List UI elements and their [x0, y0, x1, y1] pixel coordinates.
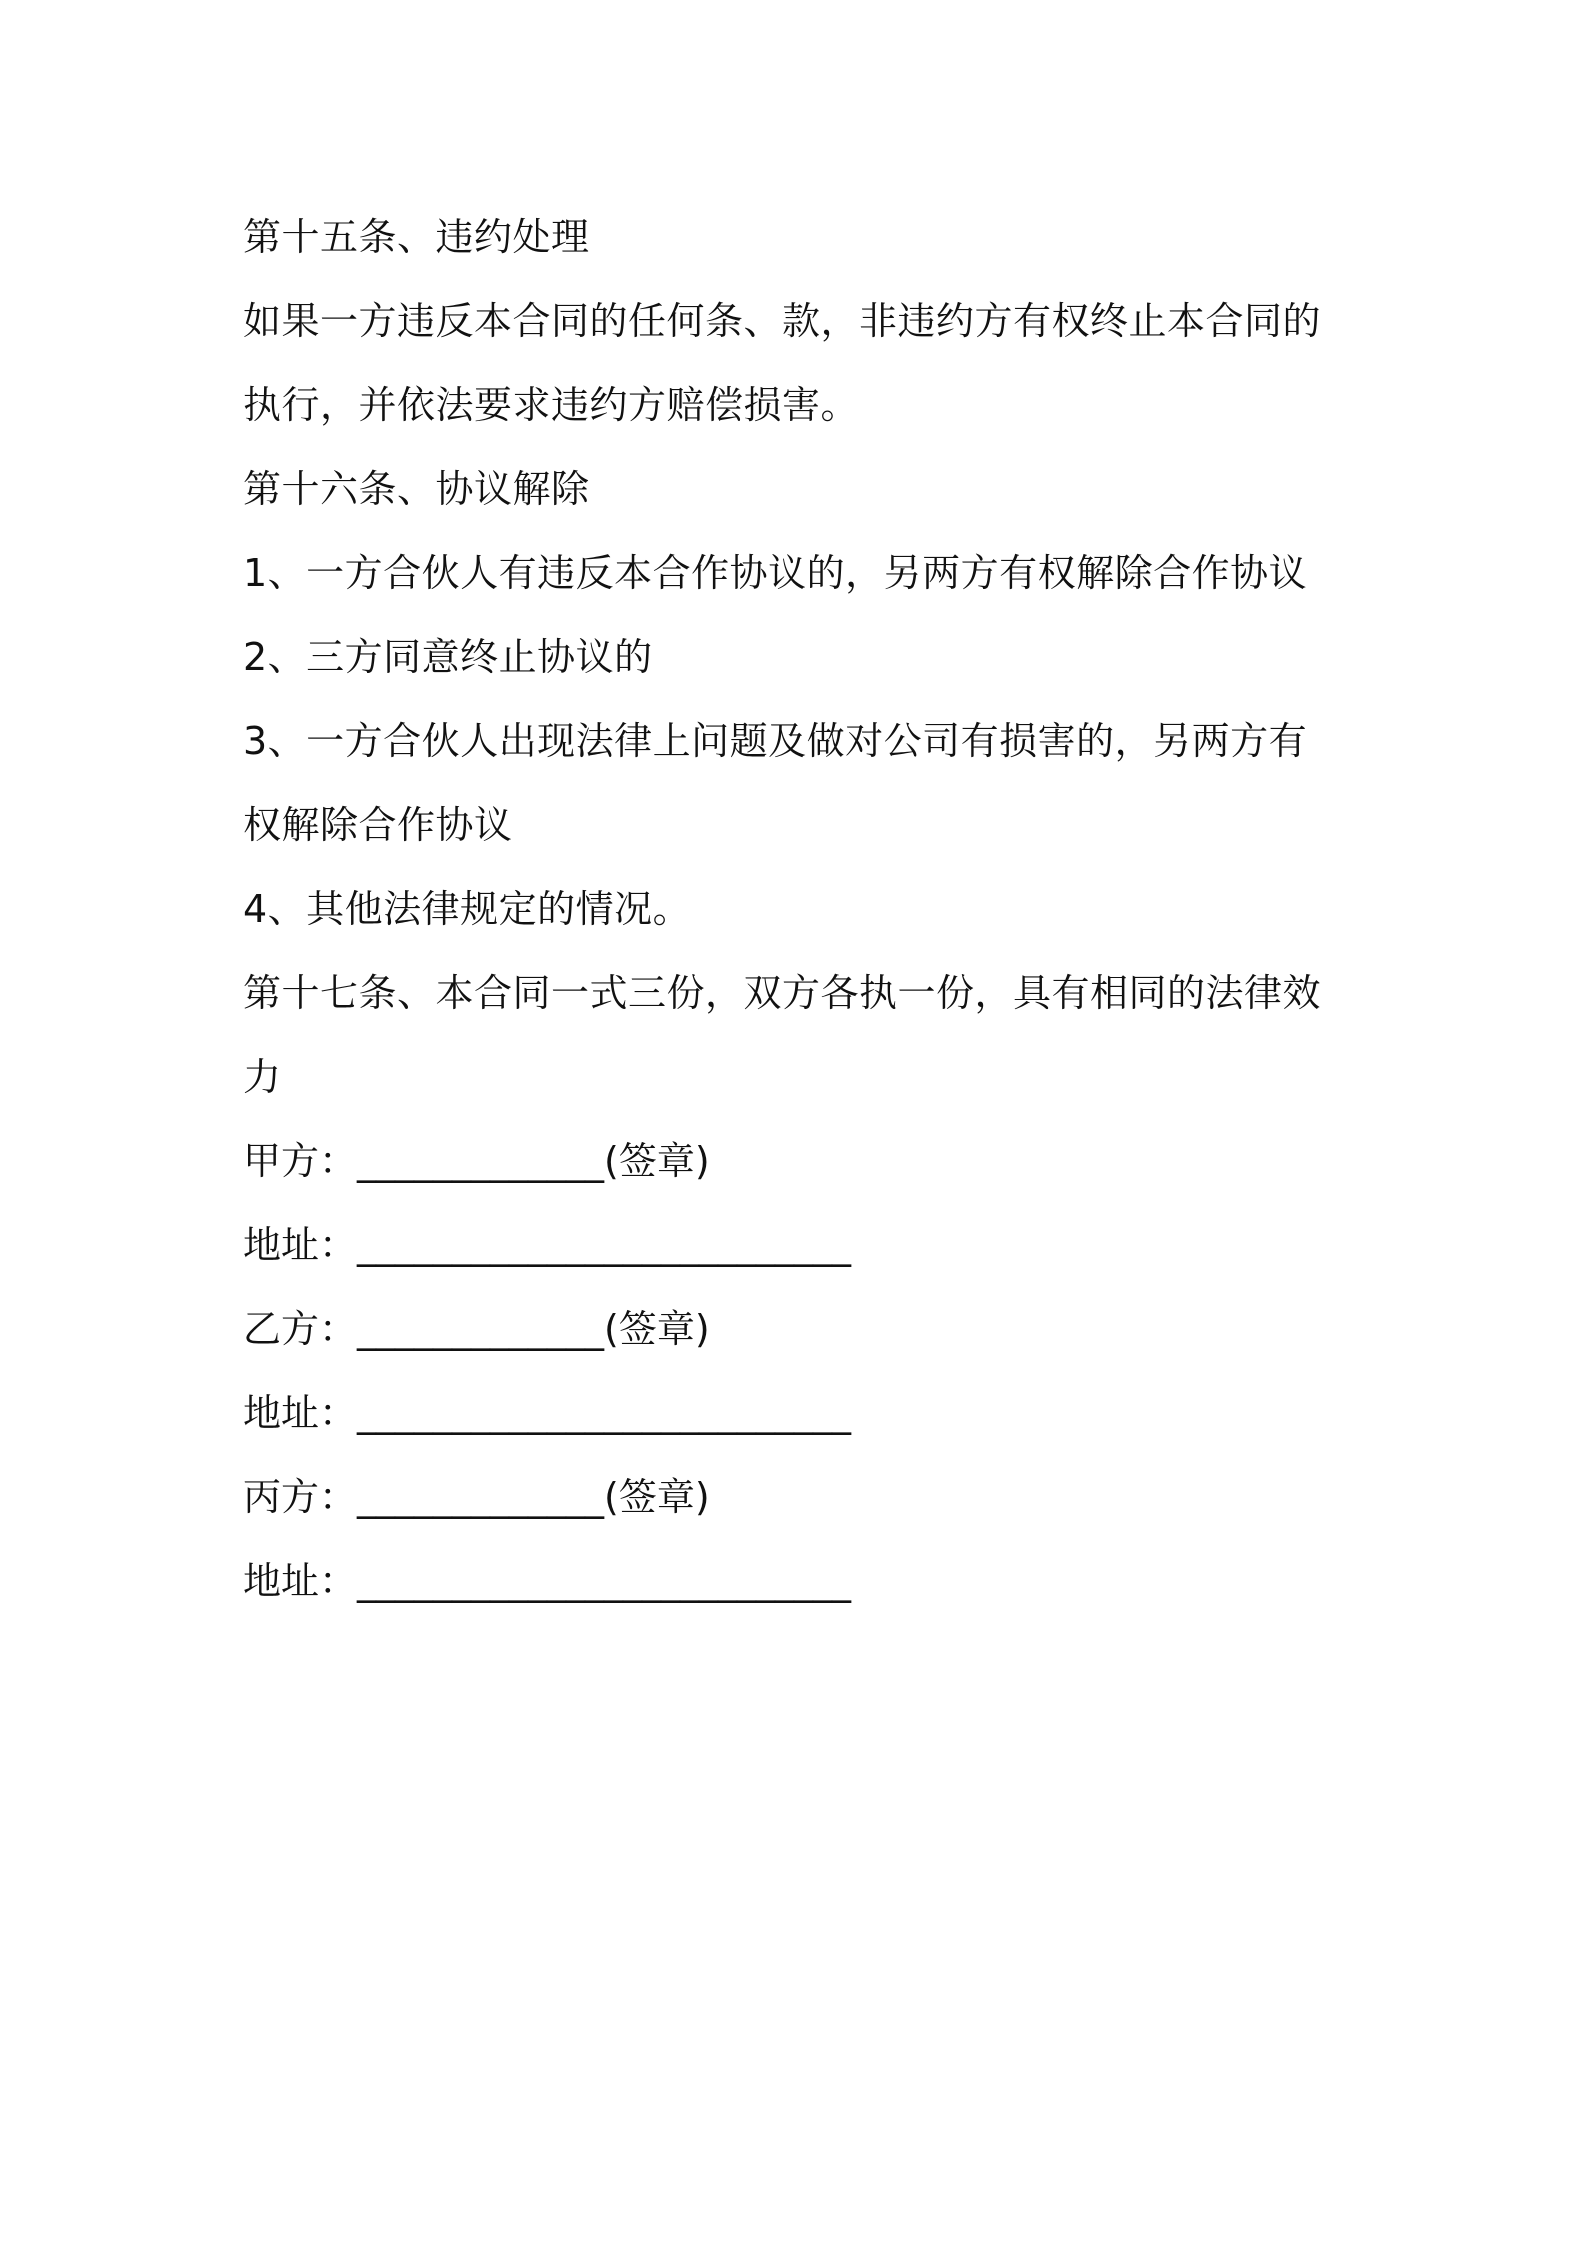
party-b-signature-line — [243, 1287, 1353, 1371]
party-a-signature-blank: _____________ — [357, 1139, 605, 1183]
party-a-address-line — [243, 1203, 1353, 1287]
address-b-label: 地址： — [243, 1391, 358, 1435]
document-content — [243, 195, 1353, 1623]
party-a-seal-note: (签章) — [604, 1139, 710, 1183]
party-c-signature-line — [243, 1455, 1353, 1539]
article-16-item-1: 1、一方合伙人有违反本合作协议的，另两方有权解除合作协议 — [243, 551, 1308, 595]
party-c-address-line — [243, 1539, 1353, 1623]
address-b-blank: __________________________ — [357, 1391, 852, 1435]
address-c-label: 地址： — [243, 1559, 358, 1603]
article-17-line-1: 第十七条、本合同一式三份，双方各执一份，具有相同的法律效 — [243, 971, 1322, 1015]
party-a-label: 甲方： — [243, 1139, 358, 1183]
article-15-body-line-2: 执行，并依法要求违约方赔偿损害。 — [243, 383, 860, 427]
party-a-signature-line — [243, 1119, 1353, 1203]
article-16-item-3-line-1: 3、一方合伙人出现法律上问题及做对公司有损害的，另两方有 — [243, 719, 1308, 763]
article-16-item-4: 4、其他法律规定的情况。 — [243, 887, 692, 931]
article-15-heading: 第十五条、违约处理 — [243, 215, 590, 259]
address-c-blank: __________________________ — [357, 1559, 852, 1603]
address-a-label: 地址： — [243, 1223, 358, 1267]
party-c-label: 丙方： — [243, 1475, 358, 1519]
party-c-signature-blank: _____________ — [357, 1475, 605, 1519]
party-b-signature-blank: _____________ — [357, 1307, 605, 1351]
party-b-seal-note: (签章) — [604, 1307, 710, 1351]
party-b-label: 乙方： — [243, 1307, 358, 1351]
article-17-line-2: 力 — [243, 1055, 282, 1099]
article-16-item-3-line-2: 权解除合作协议 — [243, 803, 513, 847]
article-16-item-2: 2、三方同意终止协议的 — [243, 635, 653, 679]
party-b-address-line — [243, 1371, 1353, 1455]
article-15-body-line-1: 如果一方违反本合同的任何条、款，非违约方有权终止本合同的 — [243, 299, 1322, 343]
party-c-seal-note: (签章) — [604, 1475, 710, 1519]
article-16-heading: 第十六条、协议解除 — [243, 467, 590, 511]
address-a-blank: __________________________ — [357, 1223, 852, 1267]
